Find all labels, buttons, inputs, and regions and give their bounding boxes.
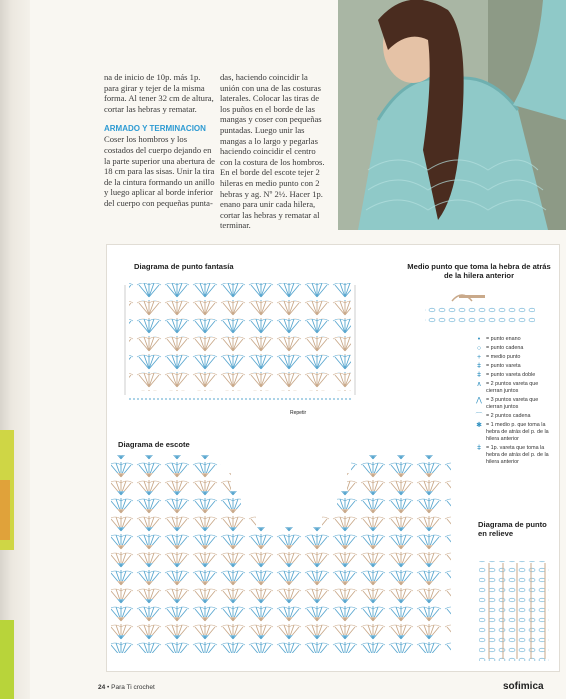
relieve-diagram-title: Diagrama de punto en relieve xyxy=(478,520,547,538)
double-stitch-icon: ǂ xyxy=(476,372,482,379)
stitch-icon: ǂ xyxy=(476,363,482,370)
model-illustration xyxy=(338,0,566,230)
article-column-1 xyxy=(104,72,216,209)
escote-diagram xyxy=(111,455,451,653)
column-1-body-text: Coser los hombros y los costados del cuerpo dejando en la parte superior una abertura de 18 cm para las sisas. Unir la tira de la cintura formando un anillo y luego aplicar al borde inferior del cuerpo con pequeñas punta- xyxy=(104,134,215,208)
medio-punto-title: Medio punto que toma la hebra de atrás de la hilera anterior xyxy=(407,262,551,280)
page-number: 24 xyxy=(98,684,106,691)
section-heading: ARMADO Y TERMINACION xyxy=(104,124,206,134)
magazine-name: Para Ti crochet xyxy=(111,684,155,691)
repeat-label: Repetir xyxy=(290,410,307,416)
legend-item: ∧ = 2 puntos vareta que cierran juntos xyxy=(472,381,554,395)
back-loop-stitch-icon: ǂ xyxy=(476,445,482,452)
relieve-diagram xyxy=(479,561,549,661)
legend-item: ǂ = punto vareta doble xyxy=(472,372,554,379)
legend-item: ✱ = 1 medio p. que toma la hebra de atrás del p. de la hilera anterior xyxy=(472,422,554,443)
legend-item: ⋀ = 3 puntos vareta que cierran juntos xyxy=(472,397,554,411)
legend-item: + = medio punto xyxy=(472,354,554,361)
fantasia-diagram xyxy=(125,283,355,399)
back-loop-icon: ✱ xyxy=(476,422,482,429)
page-edge xyxy=(0,0,30,699)
brand-watermark: sofimica xyxy=(503,681,544,692)
column-2-body-text: das, haciendo coincidir la unión con una de las costuras laterales. Colocar las tiras de los puños en el borde de las mangas y coser con pequeñas puntadas. Luego unir las mangas a lo largo y pegarlas haciendo coincidir el centro con la costura de los hombros. En el borde del escote tejer 2 hileras en medio punto con 2 hebras y ag. Nº 2½. Hacer 1p. enano para unir cada hilera, cortar las hebras y rematar al terminar. xyxy=(220,72,325,231)
edge-strip-lime xyxy=(0,620,14,699)
chain-icon: ○ xyxy=(476,345,482,352)
stitch-legend xyxy=(472,336,554,468)
legend-item: ǂ = 1p. vareta que toma la hebra de atrás del p. de la hilera anterior xyxy=(472,445,554,466)
fantasia-diagram-title: Diagrama de punto fantasía xyxy=(134,262,234,271)
plus-icon: + xyxy=(476,354,482,361)
cluster2-icon: ∧ xyxy=(476,381,482,388)
legend-item: ⌒ = 2 puntos cadena xyxy=(472,413,554,420)
escote-diagram-title: Diagrama de escote xyxy=(118,440,190,449)
legend-item: ǂ = punto vareta xyxy=(472,363,554,370)
legend-item: • = punto enano xyxy=(472,336,554,343)
article-column-2 xyxy=(220,72,328,231)
legend-item: ○ = punto cadena xyxy=(472,345,554,352)
dot-icon: • xyxy=(477,336,481,343)
column-1-top-text: na de inicio de 10p. más 1p. para girar y tejer de la misma forma. Al tener 32 cm de altura, cortar las hebras y rematar. xyxy=(104,72,214,114)
arc-icon: ⌒ xyxy=(475,413,483,420)
edge-strip-orange xyxy=(0,480,10,540)
cluster3-icon: ⋀ xyxy=(476,397,482,404)
page-footer: 24 • Para Ti crochet xyxy=(98,684,155,691)
medio-punto-diagram xyxy=(425,295,535,323)
model-photo xyxy=(338,0,566,230)
